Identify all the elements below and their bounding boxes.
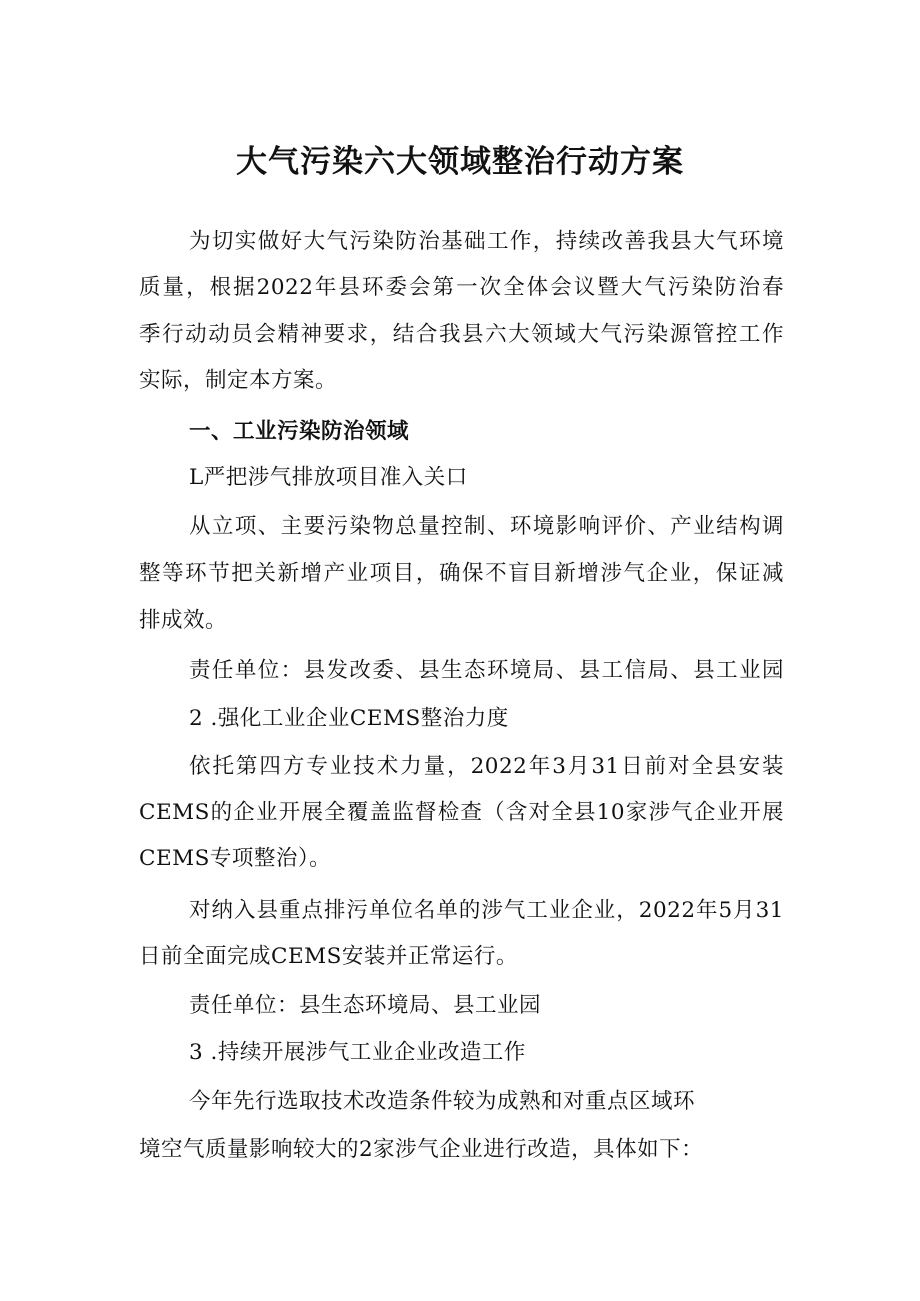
subsection-heading: 3 .持续开展涉气工业企业改造工作 xyxy=(189,1040,526,1065)
paragraph-line: 从立项、主要污染物总量控制、环境影响评价、产业结构调 xyxy=(189,514,784,539)
paragraph-line: 对纳入县重点排污单位名单的涉气工业企业，2022年5月31 xyxy=(189,898,784,923)
paragraph-line: 实际，制定本方案。 xyxy=(139,368,338,393)
paragraph-line: 整等环节把关新增产业项目，确保不盲目新增涉气企业，保证减 xyxy=(139,561,784,586)
paragraph-line: 日前全面完成CEMS安装并正常运行。 xyxy=(139,944,518,969)
paragraph-line: 境空气质量影响较大的2家涉气企业进行改造，具体如下： xyxy=(139,1137,704,1162)
paragraph-line: CEMS的企业开展全覆盖监督检查（含对全县10家涉气企业开展 xyxy=(139,800,784,825)
subsection-heading: 2 .强化工业企业CEMS整治力度 xyxy=(189,706,509,731)
document-title: 大气污染六大领域整治行动方案 xyxy=(236,144,684,180)
paragraph-line: 依托第四方专业技术力量，2022年3月31日前对全县安装 xyxy=(189,754,784,779)
paragraph-line: 排成效。 xyxy=(139,608,228,633)
responsible-units: 责任单位：县生态环境局、县工业园 xyxy=(189,993,542,1018)
section-heading: 一、工业污染防治领域 xyxy=(189,419,410,444)
paragraph-line: 今年先行选取技术改造条件较为成熟和对重点区域环 xyxy=(189,1089,696,1114)
paragraph-line: 质量，根据2022年县环委会第一次全体会议暨大气污染防治春 xyxy=(139,275,784,300)
paragraph-line: CEMS专项整治）。 xyxy=(139,846,332,871)
paragraph-line: 季行动动员会精神要求，结合我县六大领域大气污染源管控工作 xyxy=(139,322,784,347)
subsection-heading: L严把涉气排放项目准入关口 xyxy=(189,465,468,490)
paragraph-line: 为切实做好大气污染防治基础工作，持续改善我县大气环境 xyxy=(189,229,784,254)
responsible-units: 责任单位：县发改委、县生态环境局、县工信局、县工业园 xyxy=(189,658,784,683)
